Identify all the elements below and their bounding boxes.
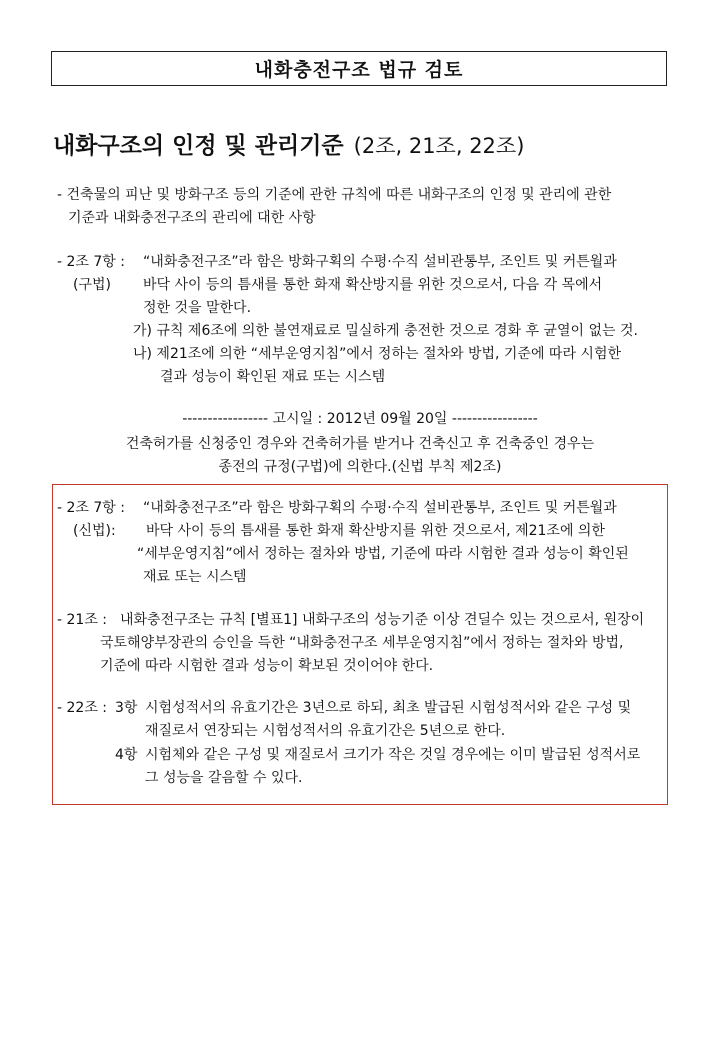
new-law-art21-line-2: 국토해양부장관의 승인을 득한 “내화충전구조 세부운영지침”에서 정하는 절차와 방법, xyxy=(100,635,624,651)
intro-line-2: 기준과 내화충전구조의 관리에 대한 사항 xyxy=(68,210,316,226)
new-law-art22-p4-label: 4항 xyxy=(115,747,138,763)
old-law-line-1: “내화충전구조”라 함은 방화구획의 수평·수직 설비관통부, 조인트 및 커튼월과 xyxy=(143,254,617,270)
new-law-art2-line-4: 재료 또는 시스템 xyxy=(143,569,247,585)
new-law-art21-line-1: 내화충전구조는 규칙 [별표1] 내화구조의 성능기준 이상 견딜수 있는 것으로서, 원장이 xyxy=(120,612,645,628)
new-law-art22-p4-line-1: 시험체와 같은 구성 및 재질로서 크기가 작은 것일 경우에는 이미 발급된 성적서로 xyxy=(145,747,641,763)
new-law-art2-sublabel: (신법): xyxy=(73,523,116,539)
new-law-art22-p3-line-1: 시험성적서의 유효기간은 3년으로 하되, 최초 발급된 시험성적서와 같은 구성 및 xyxy=(145,700,632,716)
new-law-art2-line-3: “세부운영지침”에서 정하는 절차와 방법, 기준에 따라 시험한 결과 성능이 확인된 xyxy=(137,546,629,562)
old-law-item-b-1: 나) 제21조에 의한 “세부운영지침”에서 정하는 절차와 방법, 기준에 따라 시험한 xyxy=(133,346,622,362)
new-law-art22-p3-label: 3항 xyxy=(115,700,138,716)
notice-line-1: 건축허가를 신청중인 경우와 건축허가를 받거나 건축신고 후 건축중인 경우는 xyxy=(125,436,595,452)
old-law-label: - 2조 7항 : xyxy=(57,254,125,270)
new-law-art21-label: - 21조 : xyxy=(57,612,108,628)
old-law-item-b-2: 결과 성능이 확인된 재료 또는 시스템 xyxy=(160,369,386,385)
new-law-art22-label: - 22조 : xyxy=(57,700,108,716)
document-title: 내화충전구조 법규 검토 xyxy=(51,51,667,86)
section-title: 내화구조의 인정 및 관리기준 xyxy=(53,133,344,159)
old-law-line-2: 바닥 사이 등의 틈새를 통한 화재 확산방지를 위한 것으로서, 다음 각 목에서 xyxy=(143,277,603,293)
section-articles: (2조, 21조, 22조) xyxy=(353,134,525,158)
new-law-art2-label: - 2조 7항 : xyxy=(57,500,125,516)
old-law-item-a: 가) 규칙 제6조에 의한 불연재료로 밀실하게 충전한 것으로 경화 후 균열이 없는 것. xyxy=(133,323,638,339)
old-law-line-3: 정한 것을 말한다. xyxy=(143,300,252,316)
section-heading xyxy=(53,127,524,160)
old-law-sublabel: (구법) xyxy=(73,277,111,293)
new-law-art2-line-1: “내화충전구조”라 함은 방화구획의 수평·수직 설비관통부, 조인트 및 커튼월과 xyxy=(143,500,617,516)
notice-line-2: 종전의 규정(구법)에 의한다.(신법 부칙 제2조) xyxy=(218,459,502,475)
new-law-art22-p3-line-2: 재질로서 연장되는 시험성적서의 유효기간은 5년으로 한다. xyxy=(145,723,506,739)
notice-date-line: ----------------- 고시일 : 2012년 09월 20일 ----------------- xyxy=(182,411,538,427)
new-law-art22-p4-line-2: 그 성능을 갈음할 수 있다. xyxy=(145,770,303,786)
new-law-art21-line-3: 기준에 따라 시험한 결과 성능이 확보된 것이어야 한다. xyxy=(100,658,434,674)
intro-line-1: - 건축물의 피난 및 방화구조 등의 기준에 관한 규칙에 따른 내화구조의 인정 및 관리에 관한 xyxy=(57,187,612,203)
new-law-art2-line-2: 바닥 사이 등의 틈새를 통한 화재 확산방지를 위한 것으로서, 제21조에 의한 xyxy=(146,523,605,539)
